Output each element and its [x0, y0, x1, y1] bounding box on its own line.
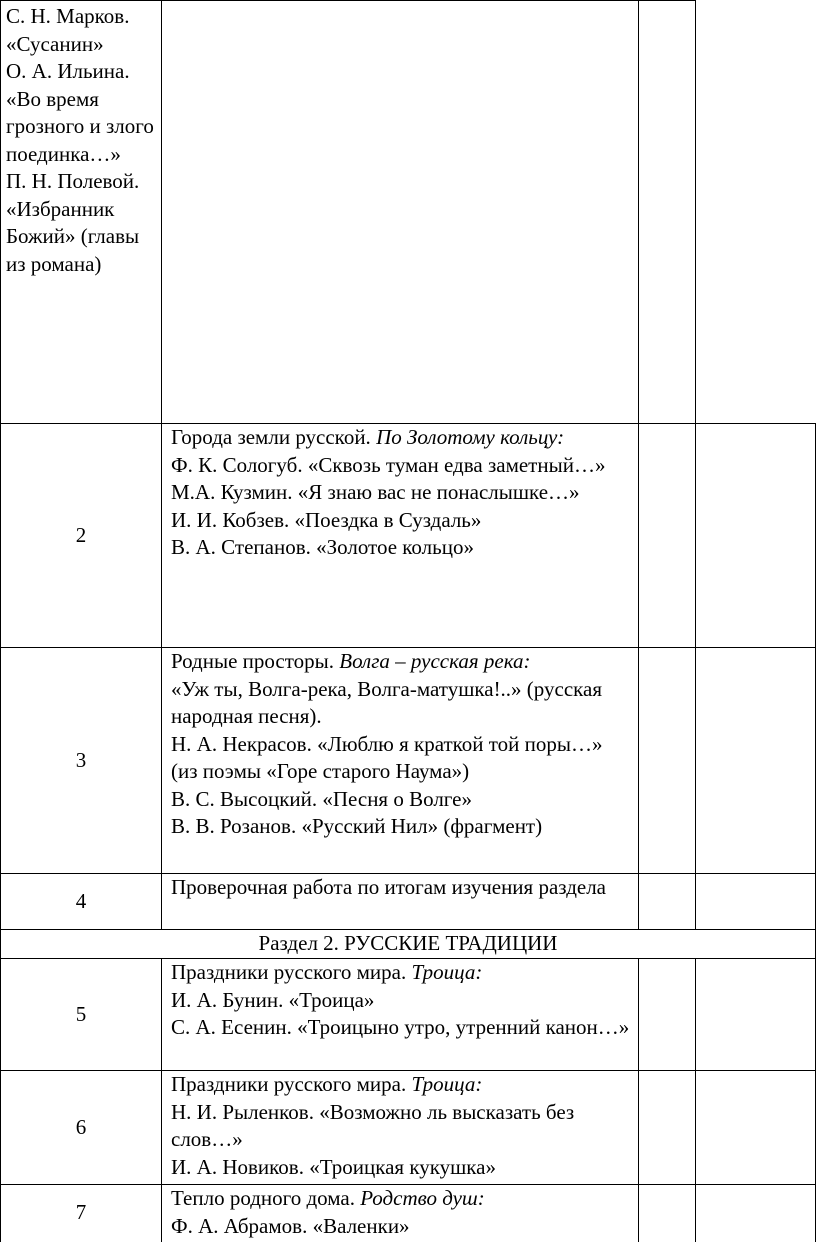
topic-subtitle: Родство душ: [360, 1186, 485, 1210]
work-entry: Ф. А. Абрамов. «Валенки» [171, 1213, 410, 1238]
topic-title: Родные просторы. [171, 649, 334, 673]
row-number: 7 [75, 1199, 87, 1224]
table-row [171, 874, 633, 902]
topic-line [171, 424, 633, 452]
work-entry: В. В. Розанов. «Русский Нил» (фрагмент) [171, 814, 543, 838]
table-border [0, 0, 1, 424]
topic-title: Проверочная работа по итогам изучения раздела [171, 875, 607, 899]
work-entry: В. С. Высоцкий. «Песня о Волге» [171, 786, 472, 811]
table-border [161, 958, 162, 1242]
table-border [638, 0, 639, 424]
table-row [171, 959, 633, 1042]
topic-line [171, 1185, 633, 1213]
table-border [695, 423, 696, 930]
work-entry: О. А. Ильина. «Во время грозного и злого поединка…» [6, 59, 154, 166]
row-number: 5 [75, 1001, 87, 1026]
work-entry: Н. И. Рыленков. «Возможно ль высказать без слов…» [171, 1099, 575, 1151]
work-entry: С. А. Есенин. «Троицыно утро, утренний канон…» [171, 1015, 630, 1039]
row-number: 2 [75, 522, 87, 547]
section-header: Раздел 2. РУССКИЕ ТРАДИЦИИ [258, 931, 558, 955]
work-entry: И. И. Кобзев. «Поездка в Суздаль» [171, 507, 482, 532]
row-number: 6 [75, 1114, 87, 1139]
work-entry: В. А. Степанов. «Золотое кольцо» [171, 535, 474, 559]
topic-subtitle: По Золотому кольцу: [376, 425, 565, 449]
topic-title: Тепло родного дома. [171, 1186, 355, 1210]
topic-title: Города земли русской. [171, 425, 371, 449]
table-border [695, 0, 696, 424]
table-row [171, 1185, 633, 1240]
topic-subtitle: Волга – русская река: [339, 649, 531, 673]
table-border [695, 958, 696, 1242]
work-entry: П. Н. Полевой. «Избранник Божий» (главы из романа) [6, 169, 140, 276]
table-border [161, 0, 162, 424]
work-entry: Ф. К. Сологуб. «Сквозь туман едва заметный…» [171, 452, 606, 477]
work-entry: «Уж ты, Волга-река, Волга-матушка!..» (русская народная песня). [171, 676, 603, 728]
work-entry: Н. А. Некрасов. «Люблю я краткой той поры…» (из поэмы «Горе старого Наума») [171, 731, 603, 783]
table-border [638, 423, 639, 930]
table-row [171, 424, 633, 562]
work-entry: И. А. Бунин. «Троица» [171, 987, 375, 1012]
table-border [161, 423, 162, 930]
topic-title: Праздники русского мира. [171, 1072, 407, 1096]
table-row [6, 3, 156, 278]
table-row [171, 1071, 633, 1181]
topic-title: Праздники русского мира. [171, 960, 407, 984]
table-row [171, 648, 633, 841]
work-entry: С. Н. Марков. «Сусанин» [6, 4, 130, 56]
work-entry: М.А. Кузмин. «Я знаю вас не понаслышке…» [171, 480, 580, 504]
topic-line [171, 959, 633, 987]
row-number: 4 [75, 888, 87, 913]
topic-line [171, 648, 633, 676]
topic-line [171, 1071, 633, 1099]
work-entry: И. А. Новиков. «Троицкая кукушка» [171, 1154, 497, 1179]
row-number: 3 [75, 747, 87, 772]
table-border [638, 958, 639, 1242]
topic-subtitle: Троица: [411, 1072, 483, 1096]
table-border [0, 0, 696, 1]
topic-subtitle: Троица: [411, 960, 483, 984]
